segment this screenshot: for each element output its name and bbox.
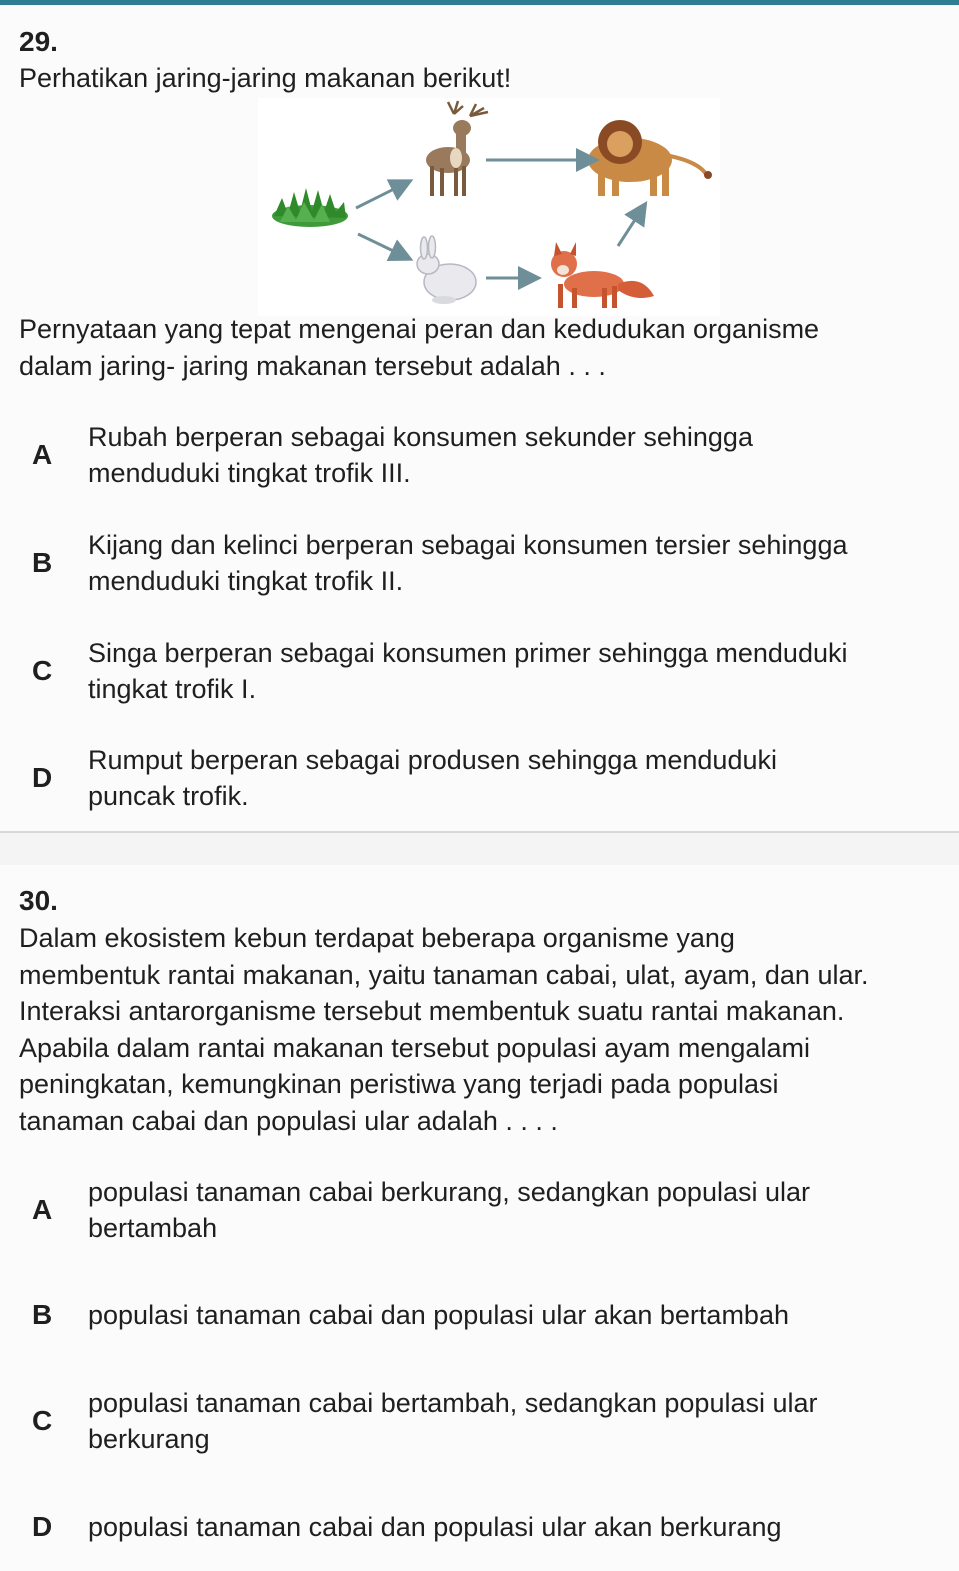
food-web-diagram: [258, 98, 720, 316]
fox-icon: [551, 242, 654, 308]
question-line: tanaman cabai dan populasi ular adalah . . . .: [19, 1105, 558, 1136]
question-line: peningkatan, kemungkinan peristiwa yang terjadi pada populasi: [19, 1069, 779, 1099]
option-text: [88, 742, 956, 814]
option-text: [88, 1297, 956, 1333]
question-intro: Perhatikan jaring-jaring makanan berikut!: [19, 63, 512, 93]
option-letter: C: [32, 1405, 53, 1436]
option-line: populasi tanaman cabai dan populasi ular akan bertambah: [88, 1300, 789, 1330]
option-line: populasi tanaman cabai berkurang, sedangkan populasi ular: [88, 1177, 810, 1207]
question-line: Pernyataan yang tepat mengenai peran dan kedudukan organisme: [19, 314, 820, 344]
question-line: Dalam ekosistem kebun terdapat beberapa organisme yang: [19, 923, 735, 953]
question-line: Interaksi antarorganisme tersebut membentuk suatu rantai makanan.: [19, 996, 845, 1026]
option-letter: C: [32, 655, 53, 686]
option-text: [88, 1174, 956, 1246]
option-text: [88, 1385, 956, 1457]
question-card-30: [0, 865, 959, 1571]
arrow-grass-to-deer: [356, 182, 408, 208]
option-letter: B: [32, 1299, 53, 1330]
option-line: bertambah: [88, 1213, 218, 1243]
question-line: membentuk rantai makanan, yaitu tanaman cabai, ulat, ayam, dan ular.: [19, 959, 869, 990]
question-text: [19, 311, 954, 384]
arrow-grass-to-rabbit: [358, 234, 408, 258]
question-text: [19, 920, 954, 1139]
arrow-fox-to-lion: [618, 206, 644, 246]
rabbit-icon: [417, 236, 476, 304]
option-line: tingkat trofik I.: [88, 674, 257, 704]
option-text: [88, 635, 956, 707]
option-text: [88, 1509, 956, 1545]
option-line: Rumput berperan sebagai produsen sehingga menduduki: [88, 745, 777, 775]
option-text: [88, 419, 956, 491]
grass-icon: [272, 188, 348, 227]
option-letter: D: [32, 762, 53, 793]
option-letter: A: [32, 1194, 53, 1225]
question-line: Apabila dalam rantai makanan tersebut populasi ayam mengalami: [19, 1032, 810, 1063]
option-line: menduduki tingkat trofik II.: [88, 566, 404, 596]
option-line: Singa berperan sebagai konsumen primer sehingga menduduki: [88, 638, 848, 668]
option-line: berkurang: [88, 1424, 210, 1454]
option-line: populasi tanaman cabai dan populasi ular akan berkurang: [88, 1512, 782, 1542]
food-web-image: [258, 98, 720, 316]
question-number: 29.: [19, 26, 58, 57]
option-line: populasi tanaman cabai bertambah, sedangkan populasi ular: [88, 1388, 818, 1418]
question-line: dalam jaring- jaring makanan tersebut adalah . . .: [19, 350, 606, 381]
option-line: puncak trofik.: [88, 781, 249, 811]
question-number: 30.: [19, 885, 58, 916]
option-letter: D: [32, 1511, 53, 1542]
lion-icon: [588, 120, 712, 196]
option-line: Kijang dan kelinci berperan sebagai konsumen tersier sehingga: [88, 530, 848, 560]
deer-icon: [426, 101, 488, 196]
option-line: Rubah berperan sebagai konsumen sekunder sehingga: [88, 422, 753, 452]
option-text: [88, 527, 956, 599]
option-letter: A: [32, 439, 53, 470]
option-letter: B: [32, 547, 53, 578]
option-line: menduduki tingkat trofik III.: [88, 458, 411, 488]
question-card-29: [0, 5, 959, 833]
